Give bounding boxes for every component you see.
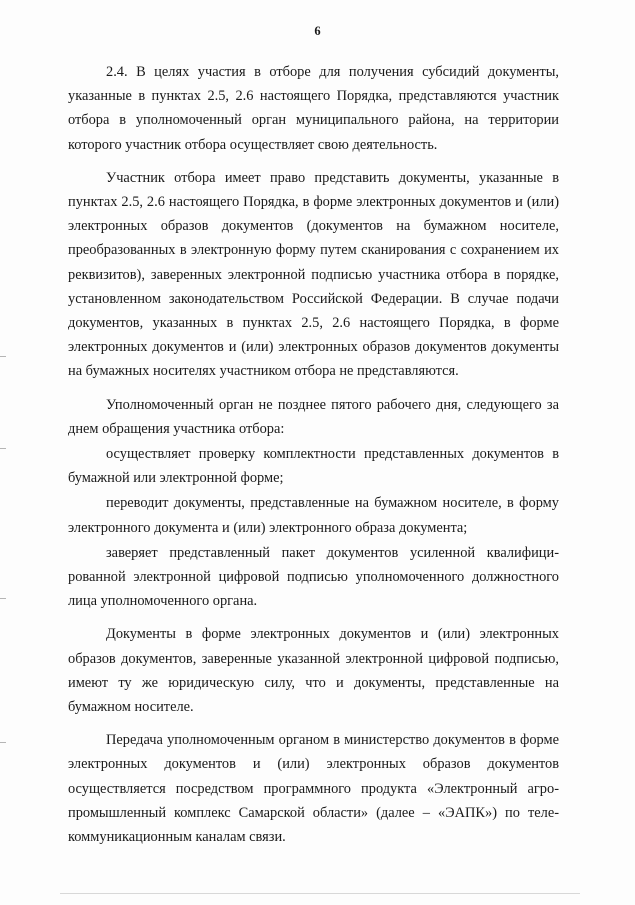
paragraph-electronic-submission: Участник отбора имеет право представить документы, указанные в пунктах 2.5, 2.6 настоящего Порядка, в форме электронных документов и (или) электронных образов документов (документов на бумажном носителе, преобразованных в электронную форму путем сканирования с сохранением их реквизитов), заверенных электронной подписью участника отбора в порядке, установленном законодательством Российской Федерации. В случае подачи документов, указанных в пунктах 2.5, 2.6 настоящего Порядка, в форме электронных документов и (или) электронных образов документов документы на бумажных носителях участником отбора не представляются. — [68, 169, 559, 380]
paragraph-completeness-check: осуществляет проверку комплектности представленных документов в бумажной или электронной форме; — [68, 446, 559, 487]
paragraph-legal-force: Документы в форме электронных документов и (или) электронных образов документов, заверенные указанной электронной цифровой подписью, имеют ту же юридическую силу, что и документы, представленные на бумажном носителе. — [68, 626, 559, 716]
scan-edge-mark — [0, 448, 6, 449]
scan-edge-mark — [0, 356, 6, 357]
document-body — [68, 60, 559, 849]
paragraph-transfer-eapk: Передача уполномоченным органом в министерство документов в форме электронных документов и (или) электронных образов документов осуществляется посредством программного продукта «Электронный агропромышленный комплекс Самарской области» (далее – «ЭАПК») по телекоммуникационным каналам связи. — [68, 732, 559, 846]
paragraph-authorized-body: Уполномоченный орган не позднее пятого рабочего дня, следующего за днем обращения участника отбора: — [68, 396, 559, 437]
paragraph-2-4: 2.4. В целях участия в отборе для получения субсидий документы, указанные в пунктах 2.5, 2.6 настоящего Порядка, представляются участник отбора в уполномоченный орган муниципального района, на территории которого участник отбора осуществляет свою деятельность. — [68, 64, 559, 153]
paragraph-signature: заверяет представленный пакет документов усиленной квалифицированной электронной цифровой подписью уполномоченного должностного лица уполномоченного органа. — [68, 544, 559, 610]
page-number: 6 — [314, 24, 321, 38]
paragraph-conversion: переводит документы, представленные на бумажном носителе, в форму электронного документа и (или) электронного образа документа; — [68, 495, 559, 536]
scan-edge-mark — [0, 598, 6, 599]
scan-edge-mark — [0, 742, 6, 743]
scan-bottom-edge — [60, 893, 580, 894]
